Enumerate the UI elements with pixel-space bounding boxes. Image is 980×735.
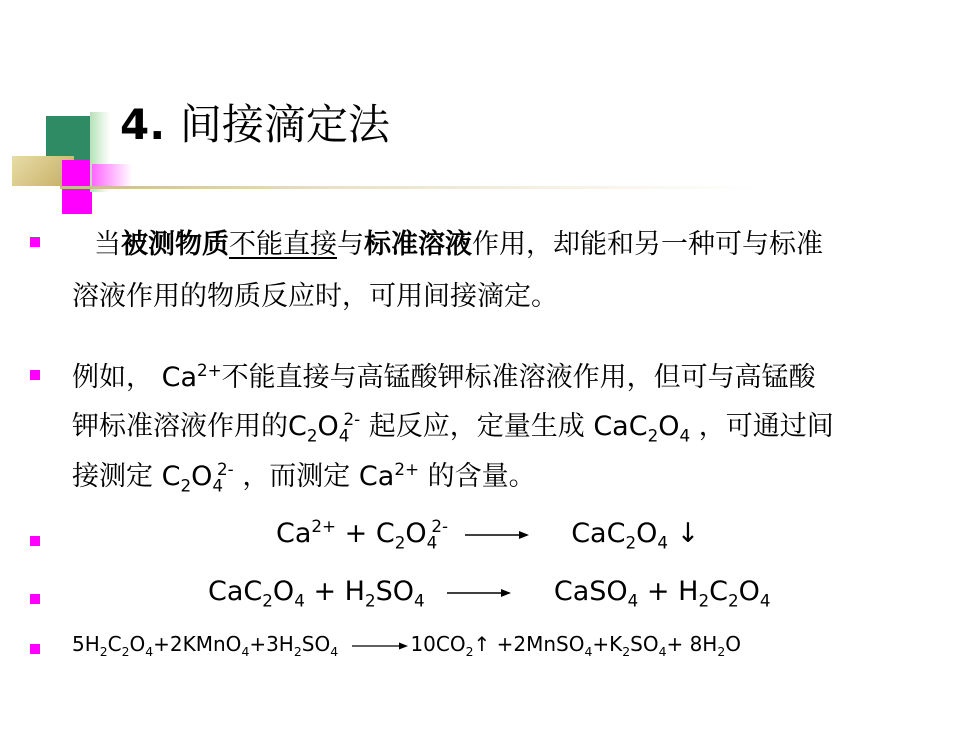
para2-line1: 例如， $Ca^{2+}$不能直接与高锰酸钾标准溶液作用，但可与高锰酸 (72, 360, 816, 393)
gas-up-arrow-icon: ↑ (473, 632, 491, 656)
deco-square-green (46, 116, 90, 160)
reaction-arrow-icon (352, 641, 408, 651)
oxalate-formula: $C_2O_4^{2-}$ (288, 409, 361, 446)
para1-line1: 当被测物质不能直接与标准溶液作用，却能和另一种可与标准 (94, 229, 823, 260)
reaction-arrow-icon (447, 587, 511, 599)
reaction-arrow-icon (465, 529, 529, 541)
bullet-5 (30, 644, 40, 654)
precipitate-down-arrow-icon: ↓ (676, 518, 700, 549)
page-title (120, 92, 390, 152)
calcium-oxalate-formula: $CaC_2O_4$ (593, 411, 691, 446)
title-underline-rule (60, 186, 760, 189)
title-number: 4. (120, 100, 166, 149)
para1-line2: 溶液作用的物质反应时，可用间接滴定。 (72, 281, 558, 312)
para2-line2: 钾标准溶液作用的$C_2O_4^{2-}$ 起反应，定量生成 $CaC_2O_4$ ，可通过间 (72, 409, 834, 446)
bullet-3 (30, 536, 40, 546)
bullet-1 (30, 237, 40, 247)
equation-1: $Ca^{2+} + C_2O_4^{2-}$ $CaC_2O_4$ ↓ (276, 516, 700, 553)
bullet-2 (30, 370, 40, 380)
deco-square-magenta-fade (92, 164, 132, 188)
title-text: 间接滴定法 (179, 100, 390, 149)
bullet-4 (30, 594, 40, 604)
para2-line3: 接测定 $C_2O_4^{2-}$ ，而测定 $Ca^{2+}$ 的含量。 (72, 459, 536, 496)
equation-3: $5H_2C_2O_4+2KMnO_4+3H_2SO_4$ $10CO_2↑$ $+2MnSO_4+K_2SO_4+ 8H_2O$ (72, 632, 741, 659)
equation-2: $CaC_2O_4 + H_2SO_4$ CaSO$_4$ + $H_2C_2O_4$ (208, 576, 771, 611)
